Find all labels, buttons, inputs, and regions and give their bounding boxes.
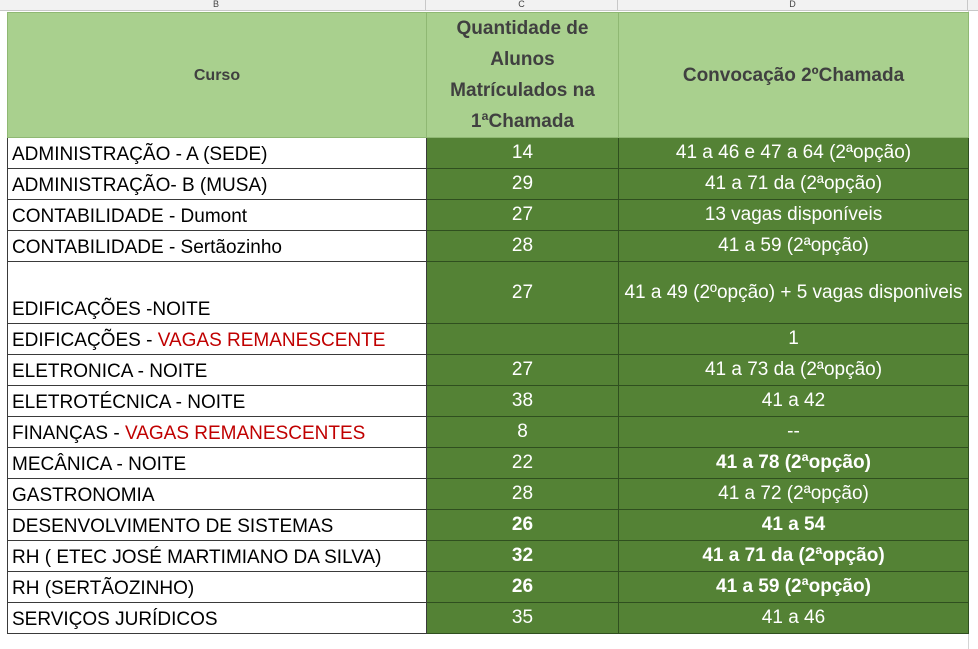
table-row bbox=[8, 324, 969, 355]
cell-curso[interactable] bbox=[8, 231, 427, 262]
table-row bbox=[8, 417, 969, 448]
curso-name: CONTABILIDADE - Dumont bbox=[12, 206, 248, 227]
cell-curso[interactable] bbox=[8, 386, 427, 417]
cell-curso[interactable] bbox=[8, 138, 427, 169]
table-row bbox=[8, 572, 969, 603]
cell-convocacao[interactable]: 41 a 59 (2ªopção) bbox=[619, 572, 969, 603]
cell-curso[interactable] bbox=[8, 603, 427, 634]
cell-quantidade[interactable]: 28 bbox=[427, 231, 619, 262]
curso-name: FINANÇAS - bbox=[12, 423, 125, 444]
cell-convocacao[interactable]: 41 a 72 (2ªopção) bbox=[619, 479, 969, 510]
cell-quantidade[interactable]: 38 bbox=[427, 386, 619, 417]
column-header-c[interactable]: C bbox=[426, 0, 618, 11]
table-row bbox=[8, 603, 969, 634]
cell-convocacao[interactable]: 41 a 46 bbox=[619, 603, 969, 634]
cell-convocacao[interactable]: 41 a 42 bbox=[619, 386, 969, 417]
cell-convocacao[interactable]: 41 a 49 (2ºopção) + 5 vagas disponiveis bbox=[619, 262, 969, 324]
curso-highlight: VAGAS REMANESCENTE bbox=[157, 330, 386, 351]
cell-quantidade[interactable]: 27 bbox=[427, 355, 619, 386]
curso-name: SERVIÇOS JURÍDICOS bbox=[12, 609, 218, 630]
cell-quantidade[interactable]: 8 bbox=[427, 417, 619, 448]
cell-curso[interactable] bbox=[8, 572, 427, 603]
cell-curso[interactable] bbox=[8, 417, 427, 448]
cell-convocacao[interactable]: 41 a 59 (2ªopção) bbox=[619, 231, 969, 262]
cell-convocacao[interactable]: 41 a 54 bbox=[619, 510, 969, 541]
cell-quantidade[interactable]: 14 bbox=[427, 138, 619, 169]
cell-quantidade[interactable]: 27 bbox=[427, 200, 619, 231]
table-row bbox=[8, 479, 969, 510]
cell-curso[interactable] bbox=[8, 510, 427, 541]
cell-convocacao[interactable]: 41 a 78 (2ªopção) bbox=[619, 448, 969, 479]
table-row bbox=[8, 448, 969, 479]
cell-quantidade[interactable]: 22 bbox=[427, 448, 619, 479]
curso-highlight: VAGAS REMANESCENTES bbox=[124, 423, 366, 444]
cell-convocacao[interactable]: 41 a 71 da (2ªopção) bbox=[619, 541, 969, 572]
header-convocacao[interactable]: Convocação 2ºChamada bbox=[619, 13, 969, 138]
curso-name: EDIFICAÇÕES -NOITE bbox=[12, 299, 211, 320]
cell-quantidade[interactable]: 27 bbox=[427, 262, 619, 324]
cell-quantidade[interactable]: 29 bbox=[427, 169, 619, 200]
cell-quantidade[interactable]: 32 bbox=[427, 541, 619, 572]
header-curso[interactable]: Curso bbox=[8, 13, 427, 138]
cell-convocacao[interactable]: 1 bbox=[619, 324, 969, 355]
cell-curso[interactable] bbox=[8, 200, 427, 231]
cell-quantidade[interactable] bbox=[427, 324, 619, 355]
curso-name: ELETRONICA - NOITE bbox=[12, 361, 208, 382]
table-row bbox=[8, 138, 969, 169]
cell-curso[interactable] bbox=[8, 479, 427, 510]
table-row bbox=[8, 169, 969, 200]
header-row bbox=[8, 13, 969, 138]
cell-convocacao[interactable]: 41 a 46 e 47 a 64 (2ªopção) bbox=[619, 138, 969, 169]
curso-name: MECÂNICA - NOITE bbox=[12, 454, 187, 475]
table-row bbox=[8, 510, 969, 541]
table-row bbox=[8, 355, 969, 386]
table-row bbox=[8, 231, 969, 262]
curso-name: DESENVOLVIMENTO DE SISTEMAS bbox=[12, 516, 334, 537]
curso-name: CONTABILIDADE - Sertãozinho bbox=[12, 237, 282, 258]
cell-quantidade[interactable]: 35 bbox=[427, 603, 619, 634]
cell-curso[interactable] bbox=[8, 169, 427, 200]
curso-name: ELETROTÉCNICA - NOITE bbox=[12, 392, 246, 413]
cell-curso[interactable] bbox=[8, 324, 427, 355]
curso-name: EDIFICAÇÕES - bbox=[12, 330, 158, 351]
cell-curso[interactable] bbox=[8, 355, 427, 386]
column-header-d[interactable]: D bbox=[618, 0, 968, 11]
cell-quantidade[interactable]: 26 bbox=[427, 510, 619, 541]
cell-convocacao[interactable]: 41 a 73 da (2ªopção) bbox=[619, 355, 969, 386]
cell-curso[interactable] bbox=[8, 541, 427, 572]
cell-curso[interactable] bbox=[8, 262, 427, 324]
curso-name: RH (SERTÃOZINHO) bbox=[12, 578, 195, 599]
table-row bbox=[8, 200, 969, 231]
cell-convocacao[interactable]: 41 a 71 da (2ªopção) bbox=[619, 169, 969, 200]
cell-convocacao[interactable]: 13 vagas disponíveis bbox=[619, 200, 969, 231]
table-row bbox=[8, 262, 969, 324]
table-row bbox=[8, 541, 969, 572]
curso-name: ADMINISTRAÇÃO- B (MUSA) bbox=[12, 175, 268, 196]
cell-convocacao[interactable]: -- bbox=[619, 417, 969, 448]
table-row bbox=[8, 386, 969, 417]
curso-name: RH ( ETEC JOSÉ MARTIMIANO DA SILVA) bbox=[12, 547, 382, 568]
column-header-b[interactable]: B bbox=[7, 0, 426, 11]
cell-quantidade[interactable]: 28 bbox=[427, 479, 619, 510]
cell-curso[interactable] bbox=[8, 448, 427, 479]
header-quantidade[interactable]: Quantidade de Alunos Matrículados na 1ªChamada bbox=[427, 13, 619, 138]
curso-name: GASTRONOMIA bbox=[12, 485, 155, 506]
cell-quantidade[interactable]: 26 bbox=[427, 572, 619, 603]
curso-name: ADMINISTRAÇÃO - A (SEDE) bbox=[12, 144, 268, 165]
enrollment-table bbox=[7, 12, 969, 634]
